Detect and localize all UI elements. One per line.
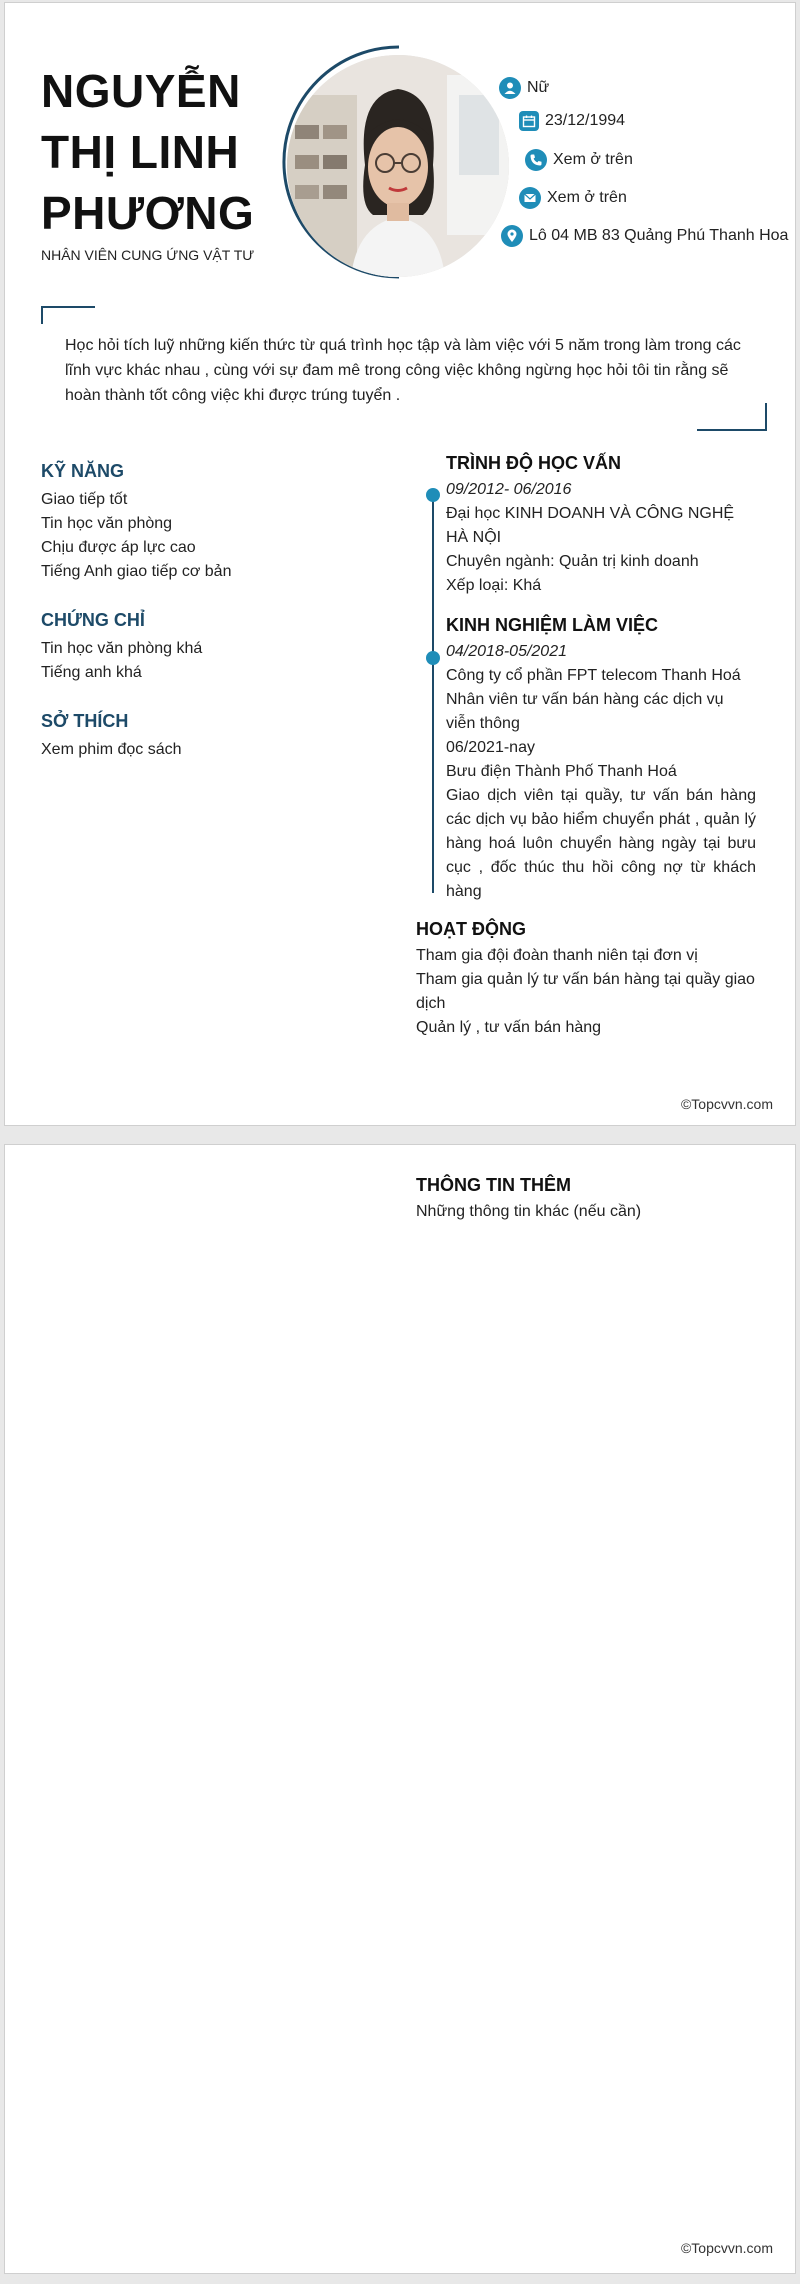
skill-item: Tin học văn phòng [41, 515, 173, 532]
contact-email [519, 187, 627, 209]
education-grade: Xếp loại: Khá [446, 577, 542, 594]
activities-title: HOẠT ĐỘNG [416, 919, 526, 939]
education-school: Đại học KINH DOANH VÀ CÔNG NGHỆ HÀ NỘI [446, 505, 735, 546]
candidate-name [41, 61, 254, 244]
education-section [446, 453, 756, 598]
skills-title: KỸ NĂNG [41, 461, 125, 481]
user-icon [499, 77, 521, 99]
activity-item: Quản lý , tư vấn bán hàng [416, 1019, 602, 1036]
cv-page-2 [4, 1144, 796, 2274]
experience-company: Công ty cổ phần FPT telecom Thanh Hoá [446, 667, 741, 684]
hobbies-title: SỞ THÍCH [41, 711, 129, 731]
activities-section [416, 919, 756, 1040]
name-line-3: PHƯƠNG [41, 187, 255, 239]
experience-role: Nhân viên tư vấn bán hàng các dịch vụ viễn thông [446, 691, 724, 732]
skills-section [41, 461, 371, 584]
certificate-item: Tiếng anh khá [41, 664, 142, 681]
objective-bracket-top [41, 306, 95, 324]
address-value: Lô 04 MB 83 Quảng Phú Thanh Hoa [529, 227, 789, 244]
phone-icon [525, 149, 547, 171]
certificate-item: Tin học văn phòng khá [41, 640, 203, 657]
contact-birthday [519, 111, 625, 131]
extra-info-section [416, 1175, 756, 1224]
phone-value: Xem ở trên [553, 151, 633, 168]
birthday-value: 23/12/1994 [545, 112, 626, 129]
experience-section [446, 615, 756, 904]
experience-role: Giao dịch viên tại quầy, tư vấn bán hàng các dịch vụ bảo hiểm chuyển phát , quản lý hàng hoá luôn chuyển hàng ngày tại bưu cục , đốc thúc thu hồi công nợ từ khách hàng [446, 787, 756, 900]
gender-value: Nữ [527, 79, 550, 96]
activity-item: Tham gia quản lý tư vấn bán hàng tại quầy giao dịch [416, 971, 755, 1012]
timeline-line [432, 493, 434, 893]
experience-period: 04/2018-05/2021 [446, 643, 567, 660]
footer-watermark: ©Topcvvn.com [680, 1096, 773, 1112]
experience-company: Bưu điện Thành Phố Thanh Hoá [446, 763, 677, 780]
skill-item: Giao tiếp tốt [41, 491, 128, 508]
cv-page-1 [4, 2, 796, 1126]
name-line-1: NGUYỄN [41, 65, 241, 117]
avatar [287, 55, 509, 277]
activity-item: Tham gia đội đoàn thanh niên tại đơn vị [416, 947, 698, 964]
profile-photo [273, 43, 511, 281]
extra-info-title: THÔNG TIN THÊM [416, 1175, 571, 1195]
education-title: TRÌNH ĐỘ HỌC VẤN [446, 453, 621, 473]
extra-info-text: Những thông tin khác (nếu cần) [416, 1203, 642, 1220]
hobby-item: Xem phim đọc sách [41, 741, 182, 758]
career-objective: Học hỏi tích luỹ những kiến thức từ quá trình học tập và làm việc với 5 năm trong làm trong các lĩnh vực khác nhau , cùng với sự đam mê trong công việc không ngừng học hỏi tôi tin rằng sẽ hoàn thành tốt công việc khi được trúng tuyển . [65, 337, 741, 404]
footer-watermark: ©Topcvvn.com [680, 2240, 773, 2256]
calendar-icon [519, 111, 539, 131]
timeline-dot-experience [426, 651, 440, 665]
contact-phone [525, 149, 633, 171]
hobbies-section [41, 711, 371, 762]
contact-address [501, 225, 788, 247]
name-line-2: THỊ LINH [41, 126, 240, 178]
location-pin-icon [501, 225, 523, 247]
left-column [41, 461, 371, 762]
timeline-dot-education [426, 488, 440, 502]
experience-title: KINH NGHIỆM LÀM VIỆC [446, 615, 659, 635]
job-title: NHÂN VIÊN CUNG ỨNG VẬT TƯ [41, 247, 255, 263]
education-major: Chuyên ngành: Quản trị kinh doanh [446, 553, 699, 570]
certificates-section [41, 610, 371, 685]
skill-item: Chịu được áp lực cao [41, 539, 196, 556]
mail-icon [519, 187, 541, 209]
objective-bracket-bottom [697, 403, 767, 431]
contact-gender [499, 77, 549, 99]
certificates-title: CHỨNG CHỈ [41, 610, 145, 630]
education-period: 09/2012- 06/2016 [446, 481, 572, 498]
email-value: Xem ở trên [547, 189, 627, 206]
experience-period: 06/2021-nay [446, 739, 535, 756]
skill-item: Tiếng Anh giao tiếp cơ bản [41, 563, 232, 580]
